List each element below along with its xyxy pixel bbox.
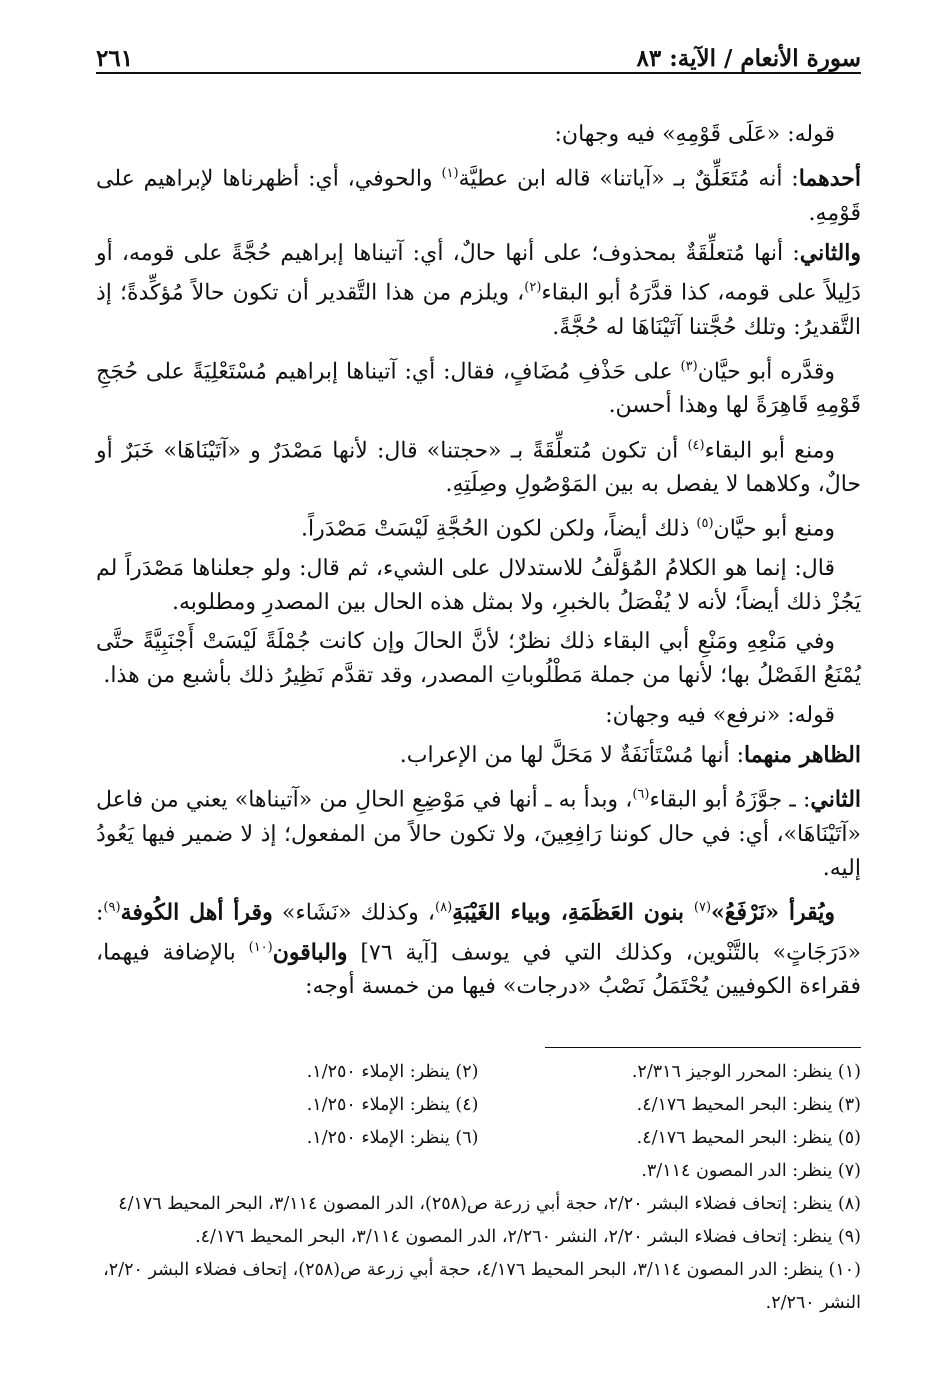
footnote-ref: (٨) (435, 900, 453, 916)
paragraph: قال: إنما هو الكلامُ المُؤلَّفُ للاستدلال على الشيء، ثم قال: ولو جعلناها مَصْدَراً لم يَجُزْ ذلك أيضاً؛ لأنه لا يُفْصَلُ بالخبرِ، ولا بمثل هذه الحال بين المصدرِ ومطلوبه. (96, 555, 861, 616)
footnote-ref: (٩) (103, 900, 121, 916)
footnote: (١) ينظر: المحرر الوجيز ٢/٣١٦. (631, 1062, 861, 1082)
surah-title: سورة الأنعام / الآية: ٨٣ (636, 45, 861, 72)
bold-lead: الظاهر منهما (744, 741, 861, 768)
paragraph: وقدَّره أبو حيَّان$^{(٣)}$ على حَذْفِ مُضَافٍ، فقال: أي: آتيناها إبراهيم مُسْتَعْلِيَةً على حُجَجِ قَوْمِهِ قَاهِرَةً لها وهذا أحسن. (96, 358, 861, 419)
footnote-ref: (١٠) (248, 939, 273, 955)
footnote-divider (545, 1047, 861, 1048)
page-number: ٢٦١ (96, 45, 134, 72)
footnotes (96, 1056, 861, 1320)
paragraph: وفي مَنْعِهِ ومَنْعِ أبي البقاء ذلك نظرٌ؛ لأنَّ الحالَ وإن كانت جُمْلَةً لَيْسَتْ أَجْنَبِيَّةً حتَّى يُمْنَعُ الفَصْلُ بها؛ لأنها من جملة مَطْلُوباتِ المصدر، وقد تقدَّم نَظِيرُ ذلك بأشبع من هذا. (96, 629, 861, 689)
footnote-row (96, 1056, 861, 1089)
footnote: (١٠) ينظر: الدر المصون ٣/١١٤، البحر المحيط ٤/١٧٦، حجة أبي زرعة ص(٢٥٨)، إتحاف فضلاء البشر ٢/٢٠، النشر ٢/٢٦٠. (103, 1260, 861, 1313)
bold-lead: ويُقرأ «نَرْفَعُ» (711, 899, 836, 926)
footnote-ref: (٣) (680, 358, 698, 374)
footnote-ref: (١) (441, 166, 459, 182)
paragraph: قوله: «نرفع» فيه وجهان: (605, 702, 835, 728)
bold-lead: بنون العَظَمَةِ، وبياء الغَيْبَةِ (452, 899, 694, 926)
bold-lead: والباقون (272, 938, 348, 965)
footnote: (٣) ينظر: البحر المحيط ٤/١٧٦. (636, 1095, 861, 1115)
paragraph: ومنع أبو البقاء$^{(٤)}$ أن تكون مُتعلِّقَةً بـ «حجتنا» قال: لأنها مَصْدَرٌ و «آتَيْنَاهَا» خَبَرٌ أو حالٌ، وكلاهما لا يفصل به بين المَوْصُولِ وصِلَتِهِ. (96, 437, 861, 498)
paragraph: قوله: «عَلَى قَوْمِهِ» فيه وجهان: (554, 122, 835, 147)
footnote: (٤) ينظر: الإملاء ١/٢٥٠. (306, 1095, 479, 1115)
footnote-ref: (٥) (696, 516, 714, 532)
running-head (96, 38, 861, 74)
bold-lead: الثاني (810, 786, 862, 813)
paragraph: ومنع أبو حيَّان$^{(٥)}$ ذلك أيضاً، ولكن لكون الحُجَّةِ لَيْسَتْ مَصْدَراً. (300, 516, 835, 542)
paragraph: الثاني: ـ جوَّزَهُ أبو البقاء$^{(٦)}$، وبدأ به ـ أنها في مَوْضِعِ الحالِ من «آتيناها» يعني من فاعل «آتَيْنَاهَا»، أي: في حال كوننا رَافِعِينَ، ولا تكون حالاً من المفعول؛ إذ لا ضمير فيها يَعُودُ إليه. (96, 786, 862, 881)
footnote: (٨) ينظر: إتحاف فضلاء البشر ٢/٢٠، حجة أبي زرعة ص(٢٥٨)، الدر المصون ٣/١١٤، البحر المحيط ٤/١٧٦ (118, 1194, 861, 1214)
footnote-row (96, 1089, 861, 1122)
paragraph: ويُقرأ «نَرْفَعُ»$^{(٧)}$ بنون العَظَمَةِ، وبياء الغَيْبَةِ$^{(٨)}$، وكذلك «نَشَاء» وقرأ أهل الكُوفة$^{(٩)}$: «دَرَجَاتٍ» بالتَّنْوين، وكذلك التي في يوسف [آية ٧٦] والباقون$^{(١٠)}$ بالإضافة فيهما، فقراءة الكوفيين يُحْتَمَلُ نَصْبُ «درجات» فيها من خمسة أوجه: (96, 899, 862, 1000)
footnote: (٥) ينظر: البحر المحيط ٤/١٧٦. (636, 1128, 861, 1148)
footnote-ref: (٧) (693, 900, 712, 916)
bold-lead: وقرأ أهل الكُوفة (120, 899, 273, 926)
footnote-ref: (٢) (524, 280, 542, 296)
bold-lead: أحدهما (798, 165, 861, 192)
bold-lead: والثاني (799, 239, 861, 266)
footnote: (٢) ينظر: الإملاء ١/٢٥٠. (306, 1062, 479, 1082)
main-text (96, 118, 861, 1009)
footnote-ref: (٤) (687, 437, 705, 453)
footnote: (٦) ينظر: الإملاء ١/٢٥٠. (306, 1128, 479, 1148)
footnote: (٧) ينظر: الدر المصون ٣/١١٤. (641, 1161, 861, 1181)
footnote-ref: (٦) (632, 787, 650, 803)
paragraph: الظاهر منهما: أنها مُسْتَأنَفَةٌ لا مَحَلَّ لها من الإعراب. (399, 741, 861, 768)
paragraph: والثاني: أنها مُتعلِّقَةٌ بمحذوف؛ على أنها حالٌ، أي: آتيناها إبراهيم حُجَّةً على قومه، أو دَلِيلاً على قومه، كذا قدَّرَهُ أبو البقاء$^{(٢)}$، ويلزم من هذا التَّقدير أن تكون حالاً مُؤكِّدةً؛ إذ التَّقديرُ: وتلك حُجَّتنا آتَيْنَاهَا له حُجَّةً. (96, 239, 861, 340)
footnote: (٩) ينظر: إتحاف فضلاء البشر ٢/٢٠، النشر ٢/٢٦٠، الدر المصون ٣/١١٤، البحر المحيط ٤/١٧٦. (195, 1227, 861, 1247)
footnote-row (96, 1122, 861, 1155)
paragraph: أحدهما: أنه مُتَعَلِّقٌ بـ «آياتنا» قاله ابن عطيَّة$^{(١)}$ والحوفي، أي: أظهرناها لإبراهيم على قَوْمِهِ. (96, 165, 861, 226)
